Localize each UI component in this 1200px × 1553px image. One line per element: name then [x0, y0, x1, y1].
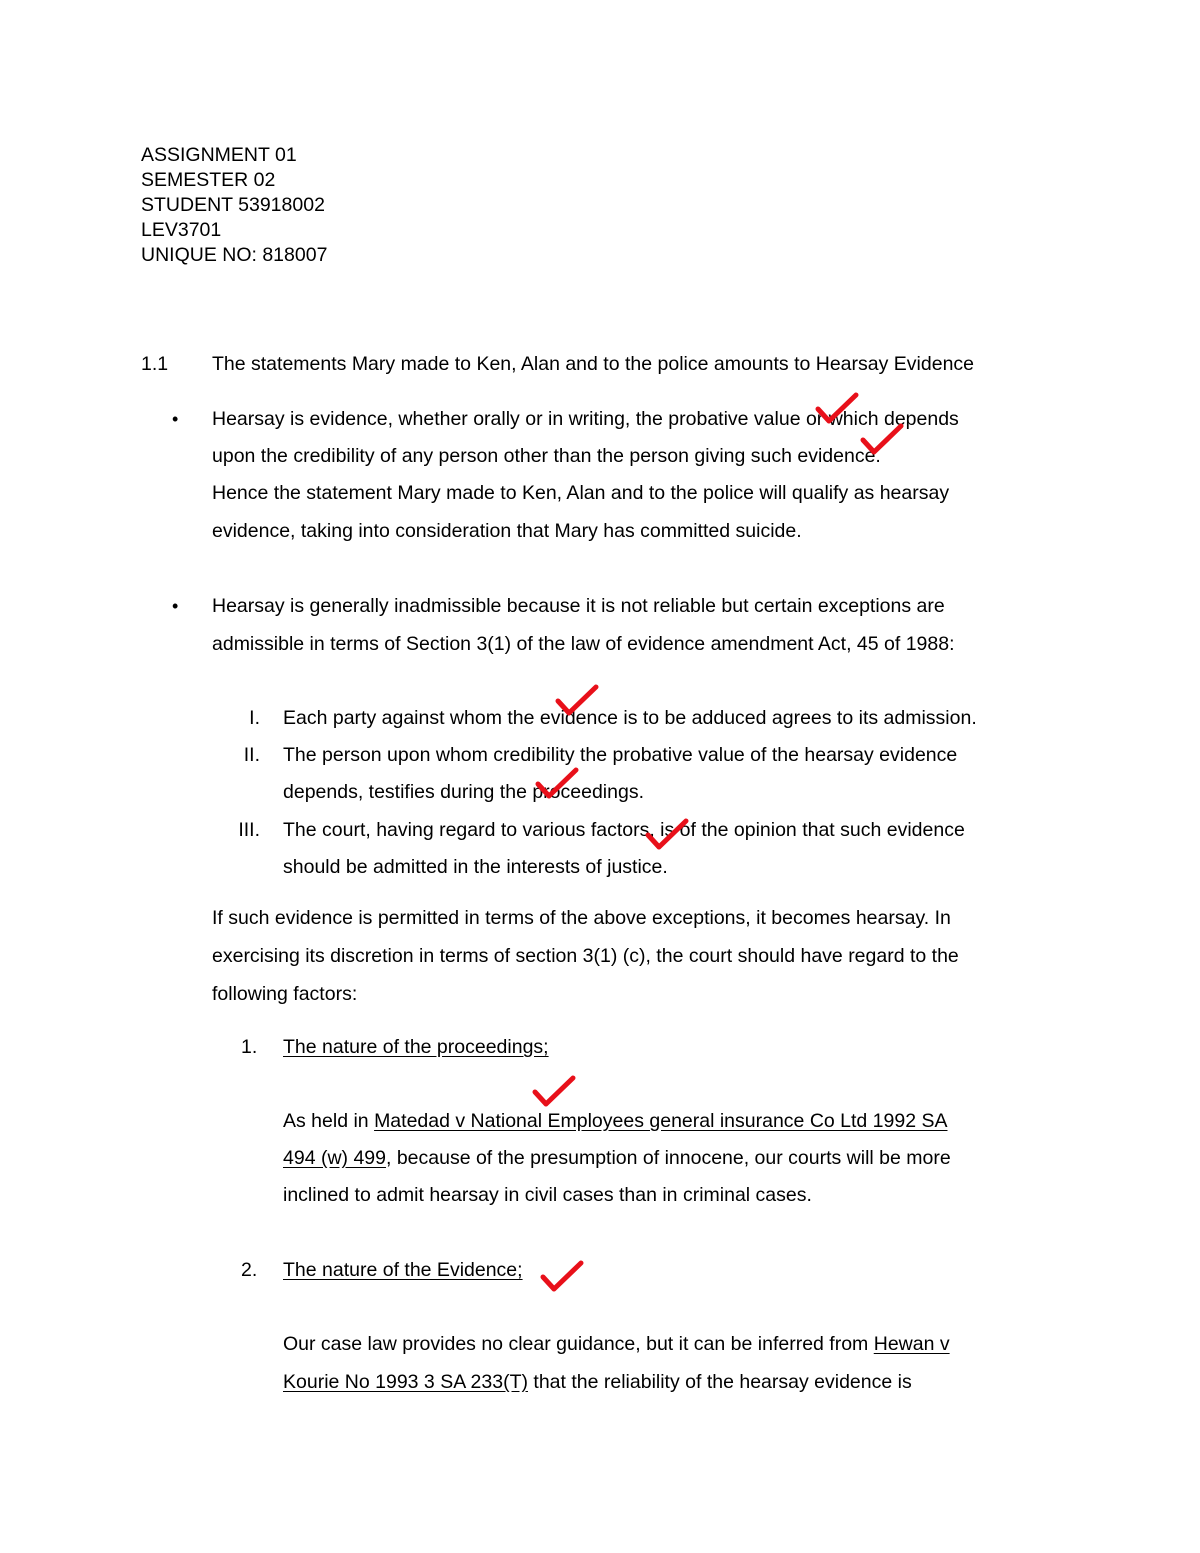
exception-text-cont: depends, testifies during the proceedings. [283, 781, 644, 803]
paragraph-line3: following factors: [212, 983, 358, 1005]
factor1-line2 [283, 1146, 951, 1170]
factor-title: The nature of the Evidence; [283, 1259, 523, 1281]
bullet-icon: • [172, 596, 179, 616]
exception-number: III. [238, 819, 260, 841]
exception-text: The court, having regard to various factors, is of the opinion that such evidence [283, 819, 965, 841]
text: , because of the presumption of innocene, our courts will be more [385, 1147, 951, 1169]
exception-number: II. [243, 744, 260, 766]
case-citation: Matedad v National Employees general insurance Co Ltd 1992 SA [374, 1110, 948, 1132]
factor1-line1 [283, 1109, 948, 1133]
factor-title: The nature of the proceedings; [283, 1036, 549, 1058]
red-checkmark-icon [645, 818, 689, 852]
paragraph-line1: If such evidence is permitted in terms of the above exceptions, it becomes hearsay. In [212, 907, 951, 929]
red-checkmark-icon [532, 1075, 576, 1109]
factor2-line1 [283, 1332, 950, 1356]
bullet1-line2: upon the credibility of any person other than the person giving such evidence. [212, 445, 881, 467]
exception-number: I. [249, 707, 260, 729]
text: As held in [283, 1110, 375, 1132]
text: that the reliability of the hearsay evidence is [527, 1371, 912, 1393]
paragraph-line2: exercising its discretion in terms of section 3(1) (c), the court should have regard to the [212, 945, 959, 967]
exception-text: The person upon whom credibility the probative value of the hearsay evidence [283, 744, 958, 766]
red-checkmark-icon [860, 423, 904, 457]
unique-number: UNIQUE NO: 818007 [141, 244, 328, 266]
module-code: LEV3701 [141, 219, 222, 241]
case-citation: Hewan v [873, 1333, 950, 1355]
bullet1-line1: Hearsay is evidence, whether orally or in writing, the probative value or which depends [212, 408, 959, 430]
semester-label: SEMESTER 02 [141, 169, 276, 191]
red-checkmark-icon [540, 1260, 584, 1294]
student-number: STUDENT 53918002 [141, 194, 325, 216]
text: Our case law provides no clear guidance, but it can be inferred from [283, 1333, 874, 1355]
bullet1-line4: evidence, taking into consideration that Mary has committed suicide. [212, 520, 802, 542]
question-heading: The statements Mary made to Ken, Alan and to the police amounts to Hearsay Evidence [212, 353, 975, 375]
bullet2-line2: admissible in terms of Section 3(1) of the law of evidence amendment Act, 45 of 1988: [212, 633, 955, 655]
red-checkmark-icon [815, 392, 859, 426]
factor-number: 1. [241, 1036, 258, 1058]
factor-number: 2. [241, 1259, 258, 1281]
factor2-line2 [283, 1370, 912, 1394]
question-number: 1.1 [141, 353, 169, 375]
case-citation: Kourie No 1993 3 SA 233(T) [283, 1371, 528, 1393]
assignment-label: ASSIGNMENT 01 [141, 144, 297, 166]
red-checkmark-icon [555, 684, 599, 718]
bullet2-line1: Hearsay is generally inadmissible because it is not reliable but certain exceptions are [212, 595, 945, 617]
red-checkmark-icon [535, 767, 579, 801]
factor1-line3: inclined to admit hearsay in civil cases than in criminal cases. [283, 1184, 812, 1206]
exception-text-cont: should be admitted in the interests of justice. [283, 856, 668, 878]
bullet-icon: • [172, 409, 179, 429]
exception-text: Each party against whom the evidence is to be adduced agrees to its admission. [283, 707, 977, 729]
case-citation: 494 (w) 499 [283, 1147, 386, 1169]
bullet1-line3: Hence the statement Mary made to Ken, Alan and to the police will qualify as hearsay [212, 482, 950, 504]
